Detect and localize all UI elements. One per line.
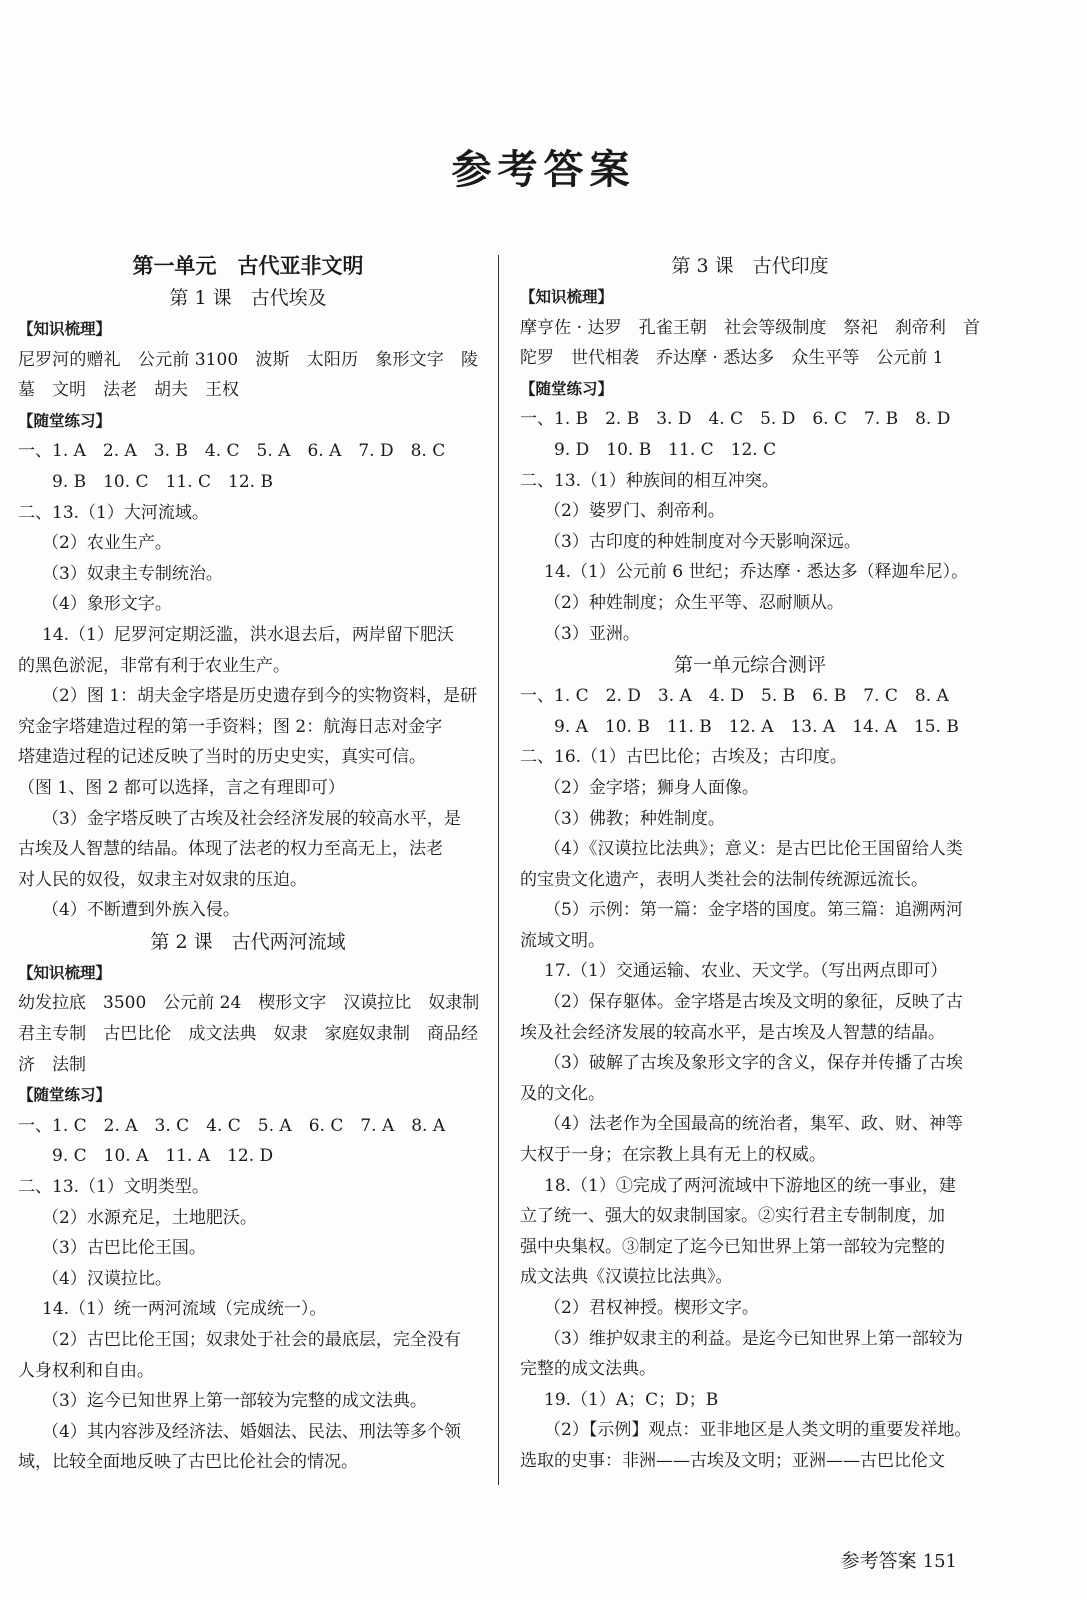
text-line: 陀罗 世代相袭 乔达摩 · 悉达多 众生平等 公元前 1 (520, 348, 944, 369)
section-practice: 【随堂练习】 (18, 411, 112, 430)
answer-line: （2）水源充足，土地肥沃。 (42, 1207, 257, 1228)
answer-line: （2）【示例】观点：亚非地区是人类文明的重要发祥地。 (544, 1420, 972, 1441)
answer-line: 9. A 10. B 11. B 12. A 13. A 14. A 15. B (554, 716, 959, 737)
answer-line: 大权于一身；在宗教上具有无上的权威。 (520, 1145, 826, 1166)
answer-line: 强中央集权。③制定了迄今已知世界上第一部较为完整的 (520, 1236, 945, 1257)
answer-line: 二、13.（1）种族间的相互冲突。 (520, 470, 779, 491)
answer-line: （3）奴隶主专制统治。 (42, 563, 223, 584)
answer-line: 人身权利和自由。 (18, 1360, 154, 1381)
unit-title: 第一单元 古代亚非文明 (132, 254, 364, 278)
answer-line: （4）《汉谟拉比法典》；意义：是古巴比伦王国留给人类 (544, 839, 963, 860)
answer-line: 一、1. C 2. D 3. A 4. D 5. B 6. B 7. C 8. A (520, 686, 949, 707)
section-practice: 【随堂练习】 (18, 1086, 112, 1105)
answer-line: 完整的成文法典。 (520, 1359, 656, 1380)
answer-line: 二、13.（1）大河流域。 (18, 502, 209, 523)
text-line: 尼罗河的赠礼 公元前 3100 波斯 太阳历 象形文字 陵 (18, 349, 478, 370)
answer-line: （4）不断遭到外族入侵。 (42, 900, 240, 921)
answer-line: （2）婆罗门、刹帝利。 (544, 501, 725, 522)
answer-line: （3）迄今已知世界上第一部较为完整的成文法典。 (42, 1391, 427, 1412)
answer-line: （2）金字塔；狮身人面像。 (544, 777, 759, 798)
answer-line: 的宝贵文化遗产，表明人类社会的法制传统源远流长。 (520, 869, 928, 890)
lesson-3-title: 第 3 课 古代印度 (671, 255, 829, 277)
answer-line: 二、16.（1）古巴比伦；古埃及；古印度。 (520, 747, 847, 768)
text-line: 摩亨佐 · 达罗 孔雀王朝 社会等级制度 祭祀 刹帝利 首 (520, 317, 980, 338)
answer-line: 埃及社会经济发展的较高水平，是古埃及人智慧的结晶。 (520, 1022, 945, 1043)
answer-line: （3）破解了古埃及象形文字的含义，保存并传播了古埃 (544, 1053, 963, 1074)
answer-line: 14.（1）公元前 6 世纪；乔达摩 · 悉达多（释迦牟尼）。 (544, 562, 969, 583)
answer-line: 9. C 10. A 11. A 12. D (52, 1146, 274, 1167)
answer-line: 一、1. A 2. A 3. B 4. C 5. A 6. A 7. D 8. C (18, 441, 446, 462)
answer-line: （2）种姓制度；众生平等、忍耐顺从。 (544, 592, 844, 613)
answer-line: （5）示例：第一篇：金字塔的国度。第三篇：追溯两河 (544, 900, 963, 921)
section-knowledge: 【知识梳理】 (520, 288, 614, 306)
answer-line: 究金字塔建造过程的第一手资料；图 2：航海日志对金字 (18, 716, 443, 737)
section-practice: 【随堂练习】 (520, 379, 614, 398)
answer-line: （3）古巴比伦王国。 (42, 1238, 206, 1259)
answer-line: （图 1、图 2 都可以选择，言之有理即可） (18, 777, 345, 798)
answer-line: 9. B 10. C 11. C 12. B (52, 471, 273, 492)
left-column (18, 250, 478, 1478)
answer-line: （3）金字塔反映了古埃及社会经济发展的较高水平，是 (42, 808, 461, 829)
text-line: 墓 文明 法老 胡夫 王权 (18, 380, 239, 401)
footer-label: 参考答案 (840, 1550, 917, 1572)
answer-line: （2）农业生产。 (42, 533, 172, 554)
answer-line: 一、1. C 2. A 3. C 4. C 5. A 6. C 7. A 8. A (18, 1115, 446, 1136)
answer-line: 14.（1）统一两河流域（完成统一）。 (42, 1299, 327, 1320)
answer-line: （4）汉谟拉比。 (42, 1268, 172, 1289)
section-knowledge: 【知识梳理】 (18, 963, 112, 982)
review-title: 第一单元综合测评 (673, 654, 826, 677)
right-column (520, 250, 980, 1477)
answer-line: （3）古印度的种姓制度对今天影响深远。 (544, 531, 861, 552)
answer-line: （2）保存躯体。金字塔是古埃及文明的象征，反映了古 (544, 992, 963, 1013)
lesson-2-title: 第 2 课 古代两河流域 (150, 930, 346, 953)
answer-line: 塔建造过程的记述反映了当时的历史史实，真实可信。 (18, 747, 426, 768)
answer-line: 古埃及人智慧的结晶。体现了法老的权力至高无上，法老 (18, 839, 443, 860)
answer-line: 的黑色淤泥，非常有利于农业生产。 (18, 655, 290, 676)
answer-line: 对人民的奴役，奴隶主对奴隶的压迫。 (18, 869, 307, 890)
answer-line: 成文法典《汉谟拉比法典》。 (520, 1267, 733, 1288)
answer-line: （2）图 1：胡夫金字塔是历史遗存到今的实物资料，是研 (42, 686, 478, 707)
answer-line: 17.（1）交通运输、农业、天文学。（写出两点即可） (544, 961, 948, 982)
section-knowledge: 【知识梳理】 (18, 320, 112, 338)
answer-line: 立了统一、强大的奴隶制国家。②实行君主专制制度，加 (520, 1206, 945, 1227)
text-line: 君主专制 古巴比伦 成文法典 奴隶 家庭奴隶制 商品经 (18, 1024, 478, 1045)
column-divider (498, 255, 499, 1485)
answer-line: （3）亚洲。 (544, 623, 640, 644)
answer-line: 14.（1）尼罗河定期泛滥，洪水退去后，两岸留下肥沃 (42, 624, 454, 645)
answer-line: 及的文化。 (520, 1083, 605, 1104)
answer-line: （3）佛教；种姓制度。 (544, 808, 725, 829)
answer-line: （4）象形文字。 (42, 594, 172, 615)
page-footer (841, 1546, 957, 1573)
answer-line: （3）维护奴隶主的利益。是迄今已知世界上第一部较为 (544, 1328, 963, 1349)
answer-line: （4）法老作为全国最高的统治者，集军、政、财、神等 (544, 1114, 963, 1135)
answer-line: 二、13.（1）文明类型。 (18, 1177, 209, 1198)
answer-line: （2）君权神授。楔形文字。 (544, 1298, 759, 1318)
page-number: 151 (922, 1551, 957, 1572)
text-line: 济 法制 (18, 1054, 86, 1075)
answer-line: 19.（1）A；C；D；B (544, 1389, 719, 1410)
text-line: 幼发拉底 3500 公元前 24 楔形文字 汉谟拉比 奴隶制 (18, 993, 480, 1014)
answer-line: 域，比较全面地反映了古巴比伦社会的情况。 (18, 1452, 358, 1473)
answer-line: （4）其内容涉及经济法、婚姻法、民法、刑法等多个领 (42, 1421, 461, 1442)
answer-line: 9. D 10. B 11. C 12. C (554, 439, 777, 460)
lesson-1-title: 第 1 课 古代埃及 (169, 287, 327, 309)
answer-line: 选取的史事：非洲——古埃及文明；亚洲——古巴比伦文 (520, 1450, 945, 1471)
answer-line: （2）古巴比伦王国；奴隶处于社会的最底层，完全没有 (42, 1330, 461, 1350)
answer-line: 18.（1）①完成了两河流域中下游地区的统一事业，建 (544, 1175, 956, 1196)
answer-line: 一、1. B 2. B 3. D 4. C 5. D 6. C 7. B 8. D (520, 409, 951, 430)
page-title: 参考答案 (451, 147, 636, 193)
answer-line: 流域文明。 (520, 930, 605, 951)
